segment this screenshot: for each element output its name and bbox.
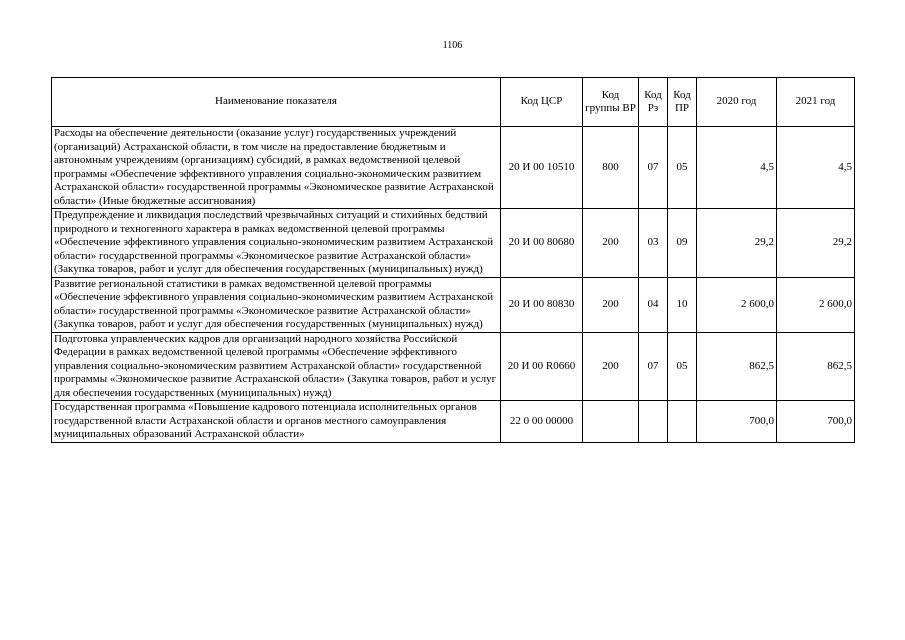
row-name: Расходы на обеспечение деятельности (оказание услуг) государственных учреждений (организаций) Астраханской области, в том числе на предоставление бюджетным и автономным учреждениям (организациям) субсидий, в рамках ведомственной целевой программы «Обеспечение эффективного управления социально-экономическим развитием Астраханской области» государственной программы «Экономическое развитие Астраханской области» (Иные бюджетные ассигнования)	[52, 127, 501, 209]
row-2021-value: 2 600,0	[777, 277, 855, 332]
row-csr: 20 И 00 10510	[501, 127, 583, 209]
row-name: Государственная программа «Повышение кадрового потенциала исполнительных органов государственной власти Астраханской области и органов местного самоуправления муниципальных образований Астраханской области»	[52, 401, 501, 443]
row-rz: 04	[639, 277, 668, 332]
row-2020-value: 700,0	[697, 401, 777, 443]
row-2020-value: 29,2	[697, 209, 777, 278]
row-vr	[583, 401, 639, 443]
row-csr: 20 И 00 80830	[501, 277, 583, 332]
row-2021-value: 700,0	[777, 401, 855, 443]
row-2021-value: 4,5	[777, 127, 855, 209]
table-row	[52, 209, 855, 278]
row-2020-value: 862,5	[697, 332, 777, 401]
page-number: 1106	[442, 40, 463, 51]
row-csr: 20 И 00 80680	[501, 209, 583, 278]
row-vr: 200	[583, 277, 639, 332]
header-vr-code: Код группы ВР	[583, 78, 639, 127]
row-pr: 10	[668, 277, 697, 332]
row-vr: 200	[583, 209, 639, 278]
row-pr	[668, 401, 697, 443]
row-pr: 05	[668, 332, 697, 401]
header-indicator-name: Наименование показателя	[52, 78, 501, 127]
row-2021-value: 862,5	[777, 332, 855, 401]
row-2020-value: 4,5	[697, 127, 777, 209]
table-row	[52, 332, 855, 401]
row-vr: 200	[583, 332, 639, 401]
table-row	[52, 401, 855, 443]
header-pr-code: Код ПР	[668, 78, 697, 127]
header-year-2021: 2021 год	[777, 78, 855, 127]
row-csr: 22 0 00 00000	[501, 401, 583, 443]
row-rz: 03	[639, 209, 668, 278]
table-row	[52, 277, 855, 332]
row-rz: 07	[639, 332, 668, 401]
header-year-2020: 2020 год	[697, 78, 777, 127]
row-pr: 05	[668, 127, 697, 209]
row-name: Развитие региональной статистики в рамках ведомственной целевой программы «Обеспечение эффективного управления социально-экономическим развитием Астраханской области» государственной программы «Экономическое развитие Астраханской области» (Закупка товаров, работ и услуг для обеспечения государственных (муниципальных) нужд)	[52, 277, 501, 332]
row-csr: 20 И 00 R0660	[501, 332, 583, 401]
header-csr-code: Код ЦСР	[501, 78, 583, 127]
row-name: Подготовка управленческих кадров для организаций народного хозяйства Российской Федерации в рамках ведомственной целевой программы «Обеспечение эффективного управления социально-экономическим развитием Астраханской области» государственной программы «Экономическое развитие Астраханской области» (Закупка товаров, работ и услуг для обеспечения государственных (муниципальных) нужд)	[52, 332, 501, 401]
header-rz-code: Код Рз	[639, 78, 668, 127]
row-rz: 07	[639, 127, 668, 209]
budget-table	[51, 77, 855, 443]
row-2020-value: 2 600,0	[697, 277, 777, 332]
row-2021-value: 29,2	[777, 209, 855, 278]
row-vr: 800	[583, 127, 639, 209]
row-pr: 09	[668, 209, 697, 278]
table-row	[52, 127, 855, 209]
row-name: Предупреждение и ликвидация последствий чрезвычайных ситуаций и стихийных бедствий природного и техногенного характера в рамках ведомственной целевой программы «Обеспечение эффективного управления социально-экономическим развитием Астраханской области» государственной программы «Экономическое развитие Астраханской области» (Закупка товаров, работ и услуг для обеспечения государственных (муниципальных) нужд)	[52, 209, 501, 278]
row-rz	[639, 401, 668, 443]
table-header-row	[52, 78, 855, 127]
